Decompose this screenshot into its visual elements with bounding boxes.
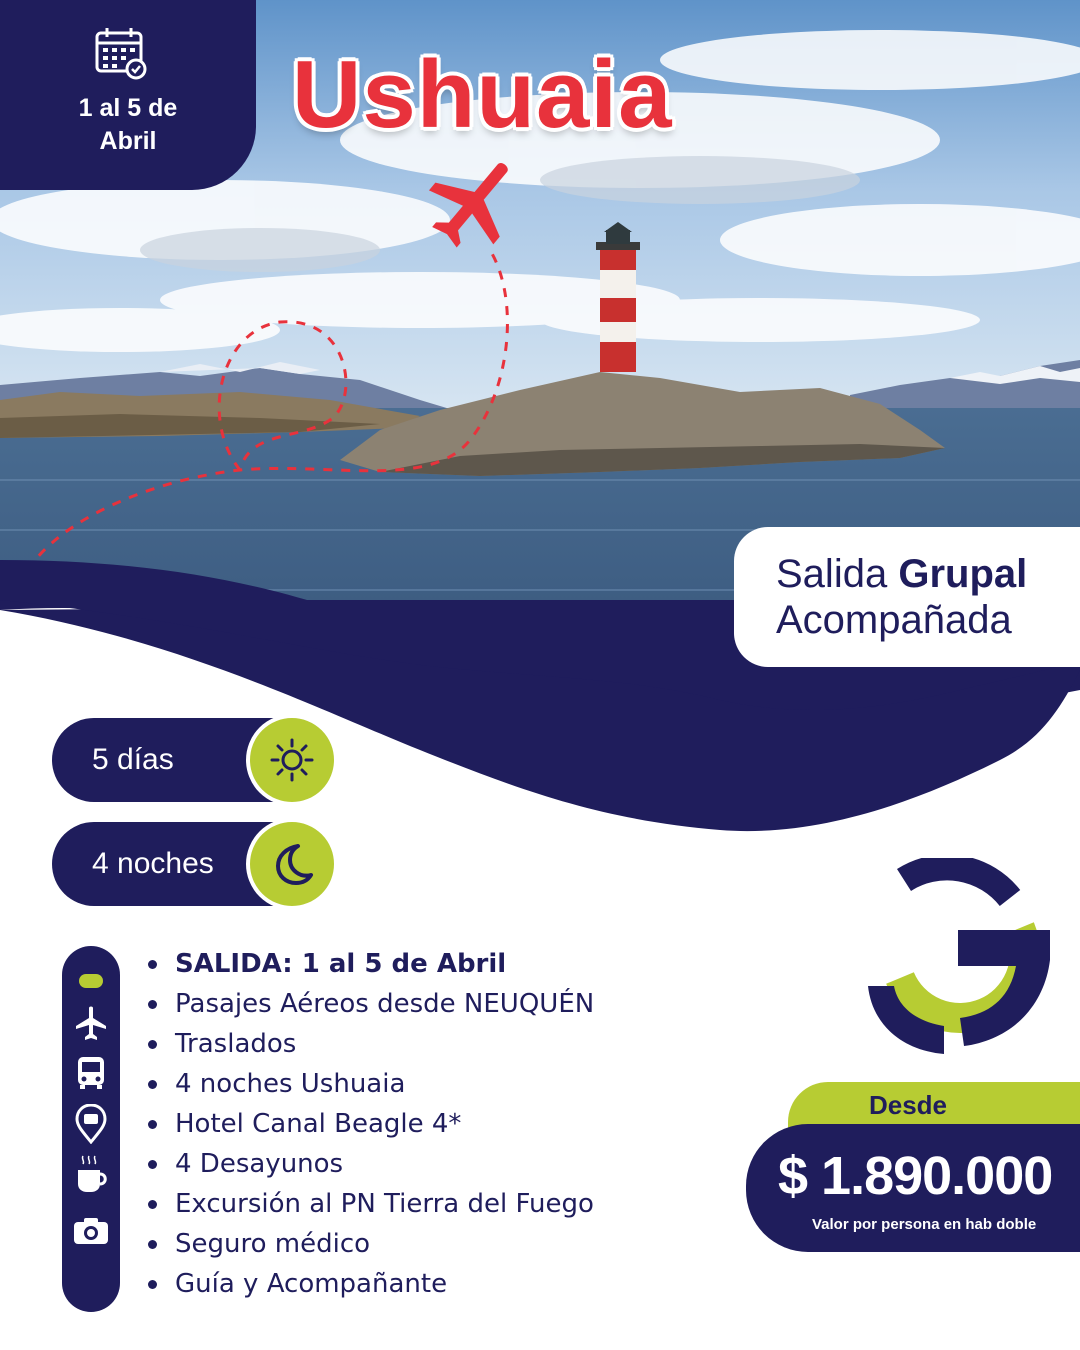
hotel-pin-icon (75, 1104, 107, 1144)
desde-label: Desde (868, 1090, 948, 1120)
nights-label: 4 noches (92, 847, 214, 880)
lighthouse (596, 222, 640, 372)
date-line-1: 1 al 5 de (78, 94, 178, 122)
price-box (746, 1124, 1080, 1252)
grupal-word: Grupal (898, 552, 1028, 596)
days-label: 5 días (92, 743, 174, 776)
g-logo (860, 858, 1056, 1058)
camera-icon (73, 1216, 109, 1246)
group-line-1 (776, 551, 1027, 597)
list-item: Guía y Acompañante (145, 1264, 594, 1304)
calendar-check-icon (94, 26, 148, 80)
list-item: 4 Desayunos (145, 1144, 594, 1184)
list-item: Seguro médico (145, 1224, 594, 1264)
group-tour-card (734, 527, 1080, 667)
list-item: 4 noches Ushuaia (145, 1064, 594, 1104)
price-note: Valor por persona en hab doble (812, 1216, 1037, 1233)
nights-pill (52, 822, 332, 906)
list-item: Hotel Canal Beagle 4* (145, 1104, 594, 1144)
list-item: Traslados (145, 1024, 594, 1064)
date-line-2: Abril (99, 127, 157, 155)
coffee-cup-icon (75, 1154, 109, 1194)
inclusions-icon-rail (62, 946, 120, 1312)
bus-icon (76, 1056, 106, 1090)
inclusions-list (145, 944, 594, 1304)
list-item: Excursión al PN Tierra del Fuego (145, 1184, 594, 1224)
days-pill (52, 718, 332, 802)
airplane-icon (75, 1006, 107, 1042)
moon-badge (246, 818, 338, 910)
list-item: SALIDA: 1 al 5 de Abril (145, 944, 594, 984)
date-badge (0, 0, 256, 190)
pill-icon (79, 974, 103, 988)
page-title: Ushuaia (292, 41, 673, 148)
list-item: Pasajes Aéreos desde NEUQUÉN (145, 984, 594, 1024)
acompanada-word: Acompañada (776, 598, 1012, 642)
price-amount: $ 1.890.000 (778, 1146, 1053, 1206)
sun-badge (246, 714, 338, 806)
moon-icon (270, 842, 314, 886)
sun-icon (270, 738, 314, 782)
date-text (0, 92, 256, 158)
salida-word: Salida (776, 552, 888, 596)
